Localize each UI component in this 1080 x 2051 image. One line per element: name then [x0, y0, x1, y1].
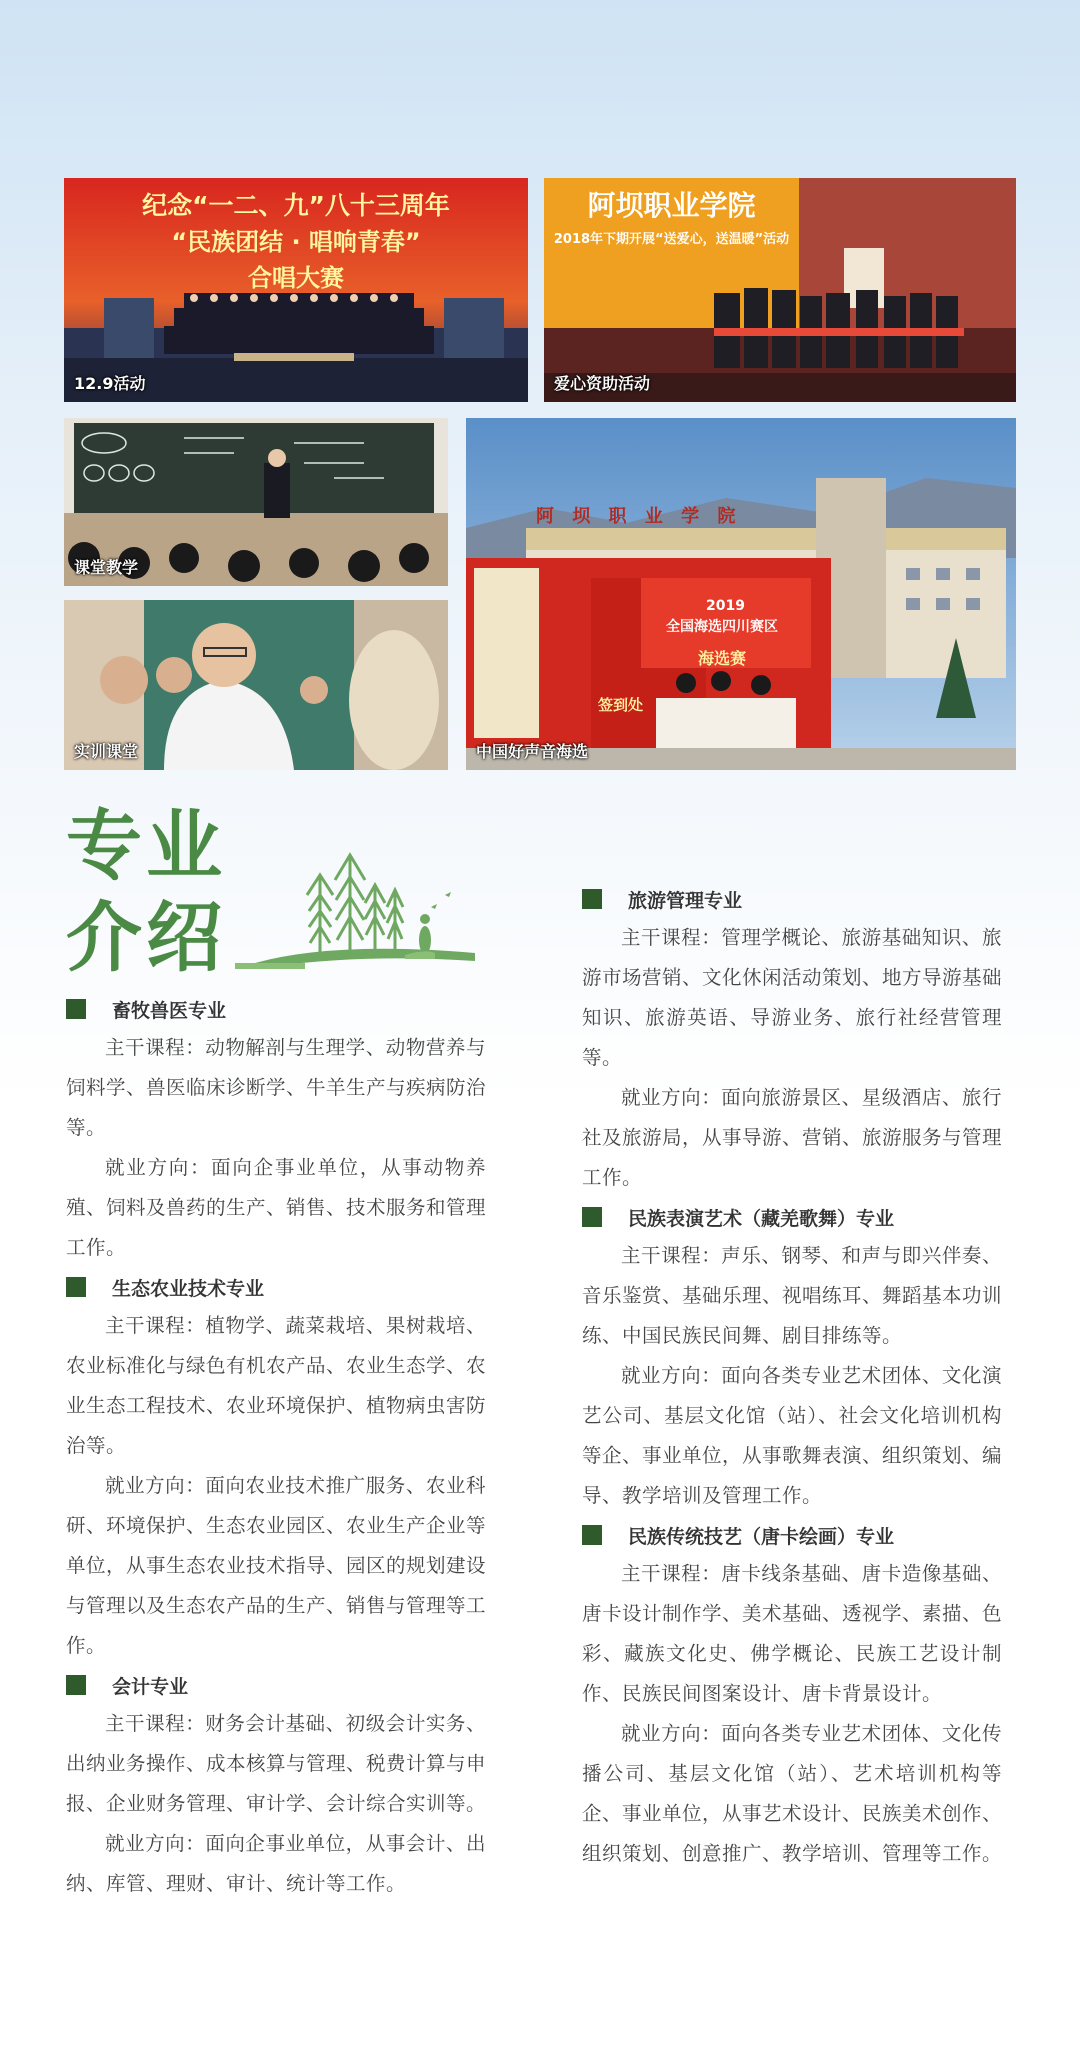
- major-title: 生态农业技术专业: [112, 1277, 265, 1300]
- poster-title: 全国海选四川赛区: [666, 619, 778, 635]
- heading-line1: 专业: [66, 801, 226, 890]
- majors-right-column: [582, 880, 1002, 1874]
- choir-banner-line1: 纪念“一二、九”八十三周年: [142, 191, 450, 220]
- photo-caption: 中国好声音海选: [476, 742, 589, 761]
- building-sign: 阿 坝 职 业 学 院: [536, 506, 742, 527]
- bullet-square-icon: [66, 999, 86, 1019]
- major-item: [582, 1198, 1002, 1516]
- major-title: 民族表演艺术（藏羌歌舞）专业: [628, 1207, 895, 1230]
- major-jobs: 就业方向：面向各类专业艺术团体、文化演艺公司、基层文化馆（站）、社会文化培训机构等企、事业单位，从事歌舞表演、组织策划、编导、教学培训及管理工作。: [582, 1364, 1003, 1507]
- photo-charity-event: [544, 178, 1016, 402]
- section-heading: [66, 800, 236, 984]
- signin-sign: 签到处: [598, 696, 644, 714]
- major-item: [66, 990, 486, 1268]
- major-courses: 主干课程：动物解剖与生理学、动物营养与饲料学、兽医临床诊断学、牛羊生产与疾病防治等。: [66, 1036, 487, 1139]
- trees-decoration-icon: [235, 845, 485, 975]
- audition-photo-image: [466, 418, 1016, 770]
- major-item: [66, 1666, 486, 1904]
- photo-caption: 12.9活动: [74, 374, 146, 393]
- bullet-square-icon: [66, 1277, 86, 1297]
- bullet-square-icon: [582, 889, 602, 909]
- photo-caption: 实训课堂: [74, 742, 139, 761]
- poster-sub: 海选赛: [698, 649, 747, 668]
- photo-caption: 课堂教学: [74, 558, 139, 577]
- major-jobs: 就业方向：面向旅游景区、星级酒店、旅行社及旅游局，从事导游、营销、旅游服务与管理工作。: [582, 1086, 1003, 1189]
- major-courses: 主干课程：唐卡线条基础、唐卡造像基础、唐卡设计制作学、美术基础、透视学、素描、色彩、藏族文化史、佛学概论、民族工艺设计制作、民族民间图案设计、唐卡背景设计。: [582, 1562, 1003, 1705]
- major-title: 畜牧兽医专业: [112, 999, 227, 1022]
- poster-year: 2019: [706, 598, 745, 614]
- major-jobs: 就业方向：面向企事业单位，从事动物养殖、饲料及兽药的生产、销售、技术服务和管理工作。: [66, 1156, 487, 1259]
- major-courses: 主干课程：管理学概论、旅游基础知识、旅游市场营销、文化休闲活动策划、地方导游基础知识、旅游英语、导游业务、旅行社经营管理等。: [582, 926, 1003, 1069]
- major-item: [582, 1516, 1002, 1874]
- major-item: [582, 880, 1002, 1198]
- choir-banner-line2: “民族团结 · 唱响青春”: [171, 228, 421, 256]
- photo-voice-audition: [466, 418, 1016, 770]
- major-jobs: 就业方向：面向各类专业艺术团体、文化传播公司、基层文化馆（站）、艺术培训机构等企、事业单位，从事艺术设计、民族美术创作、组织策划、创意推广、教学培训、管理等工作。: [582, 1722, 1003, 1865]
- major-title: 会计专业: [112, 1675, 189, 1698]
- major-courses: 主干课程：财务会计基础、初级会计实务、出纳业务操作、成本核算与管理、税费计算与申报、企业财务管理、审计学、会计综合实训等。: [66, 1712, 487, 1815]
- major-jobs: 就业方向：面向农业技术推广服务、农业科研、环境保护、生态农业园区、农业生产企业等单位，从事生态农业技术指导、园区的规划建设与管理以及生态农产品的生产、销售与管理等工作。: [66, 1474, 487, 1657]
- majors-left-column: [66, 990, 486, 1904]
- major-title: 旅游管理专业: [628, 889, 743, 912]
- bullet-square-icon: [582, 1207, 602, 1227]
- major-title: 民族传统技艺（唐卡绘画）专业: [628, 1525, 895, 1548]
- major-courses: 主干课程：植物学、蔬菜栽培、果树栽培、农业标准化与绿色有机农产品、农业生态学、农业生态工程技术、农业环境保护、植物病虫害防治等。: [66, 1314, 487, 1457]
- heading-line2: 介绍: [66, 893, 226, 982]
- bullet-square-icon: [582, 1525, 602, 1545]
- choir-banner-line3: 合唱大赛: [248, 264, 344, 292]
- bullet-square-icon: [66, 1675, 86, 1695]
- major-jobs: 就业方向：面向企事业单位，从事会计、出纳、库管、理财、审计、统计等工作。: [66, 1832, 486, 1895]
- photo-classroom-teaching: [64, 418, 448, 586]
- photo-choir-contest: [64, 178, 528, 402]
- photo-practical-training: [64, 600, 448, 770]
- charity-banner-line1: 阿坝职业学院: [587, 189, 756, 222]
- charity-banner-line2: 2018年下期开展“送爱心，送温暖”活动: [553, 232, 790, 247]
- major-item: [66, 1268, 486, 1666]
- photo-caption: 爱心资助活动: [554, 374, 651, 393]
- major-courses: 主干课程：声乐、钢琴、和声与即兴伴奏、音乐鉴赏、基础乐理、视唱练耳、舞蹈基本功训练、中国民族民间舞、剧目排练等。: [582, 1244, 1003, 1347]
